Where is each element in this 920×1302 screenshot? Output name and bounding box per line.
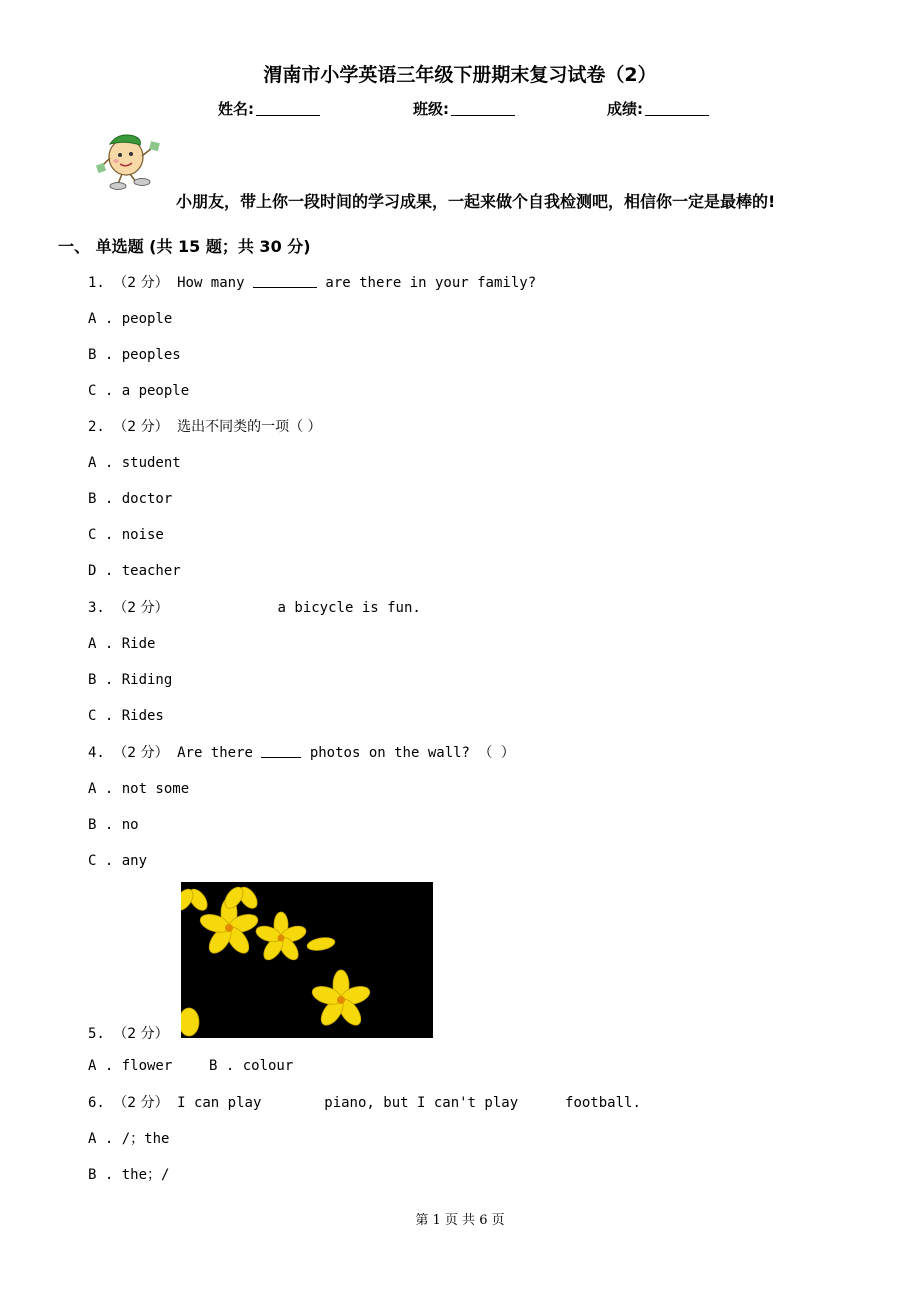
option-b[interactable]: B . no — [88, 817, 139, 833]
question-text: a bicycle is fun. — [277, 600, 421, 616]
question-text: football. — [565, 1095, 641, 1111]
flower-photo — [181, 882, 433, 1038]
question-3 — [88, 597, 421, 617]
section-heading: 一、 单选题 (共 15 题；共 30 分) — [58, 237, 311, 256]
option-b[interactable]: B . colour — [209, 1058, 294, 1074]
option-d[interactable]: D . teacher — [88, 563, 181, 579]
page-title: 渭南市小学英语三年级下册期末复习试卷（2） — [263, 64, 657, 86]
score-label: 成绩: — [607, 100, 643, 118]
question-points: （2 分） — [113, 1026, 169, 1042]
question-number: 5. — [88, 1026, 105, 1042]
question-text: photos on the wall? （ ） — [309, 745, 515, 761]
option-a[interactable]: A . flower — [88, 1058, 173, 1074]
question-points: （2 分） — [113, 1095, 169, 1111]
question-1 — [88, 272, 536, 292]
name-field — [218, 98, 320, 119]
question-number: 6. — [88, 1095, 105, 1111]
question-number: 3. — [88, 600, 105, 616]
question-points: （2 分） — [113, 275, 169, 291]
option-a[interactable]: A . /；the — [88, 1131, 170, 1147]
option-a[interactable]: A . people — [88, 311, 173, 327]
option-b[interactable]: B . Riding — [88, 672, 173, 688]
question-number: 4. — [88, 745, 105, 761]
question-text: How many — [177, 275, 245, 291]
question-2 — [88, 416, 322, 436]
option-a[interactable]: A . student — [88, 455, 181, 471]
flower-icon — [181, 882, 433, 1038]
score-blank[interactable] — [645, 101, 709, 116]
question-text: 选出不同类的一项（ ） — [177, 419, 322, 435]
question-text: I can play — [177, 1095, 262, 1111]
question-number: 1. — [88, 275, 105, 291]
question-points: （2 分） — [113, 745, 169, 761]
name-label: 姓名: — [218, 100, 254, 118]
page-footer: 第 1 页 共 6 页 — [415, 1213, 505, 1228]
option-b[interactable]: B . peoples — [88, 347, 181, 363]
name-blank[interactable] — [256, 101, 320, 116]
question-4 — [88, 742, 515, 762]
answer-blank[interactable] — [261, 744, 301, 758]
option-b[interactable]: B . doctor — [88, 491, 173, 507]
question-points: （2 分） — [113, 600, 169, 616]
question-text: piano, but I can't play — [324, 1095, 519, 1111]
answer-blank[interactable] — [253, 274, 317, 288]
question-points: （2 分） — [113, 419, 169, 435]
option-c[interactable]: C . Rides — [88, 708, 164, 724]
intro-text: 小朋友，带上你一段时间的学习成果，一起来做个自我检测吧，相信你一定是最棒的! — [176, 192, 776, 211]
question-text: Are there — [177, 745, 253, 761]
question-number: 2. — [88, 419, 105, 435]
option-c[interactable]: C . noise — [88, 527, 164, 543]
question-text: are there in your family? — [325, 275, 537, 291]
option-b[interactable]: B . the；/ — [88, 1167, 170, 1183]
question-6 — [88, 1092, 641, 1112]
class-field — [413, 98, 515, 119]
class-label: 班级: — [413, 100, 449, 118]
mascot-icon — [96, 130, 168, 194]
option-a[interactable]: A . Ride — [88, 636, 156, 652]
question-5 — [88, 1023, 169, 1043]
class-blank[interactable] — [451, 101, 515, 116]
score-field — [607, 98, 709, 119]
option-a[interactable]: A . not some — [88, 781, 190, 797]
option-c[interactable]: C . a people — [88, 383, 190, 399]
option-c[interactable]: C . any — [88, 853, 148, 869]
